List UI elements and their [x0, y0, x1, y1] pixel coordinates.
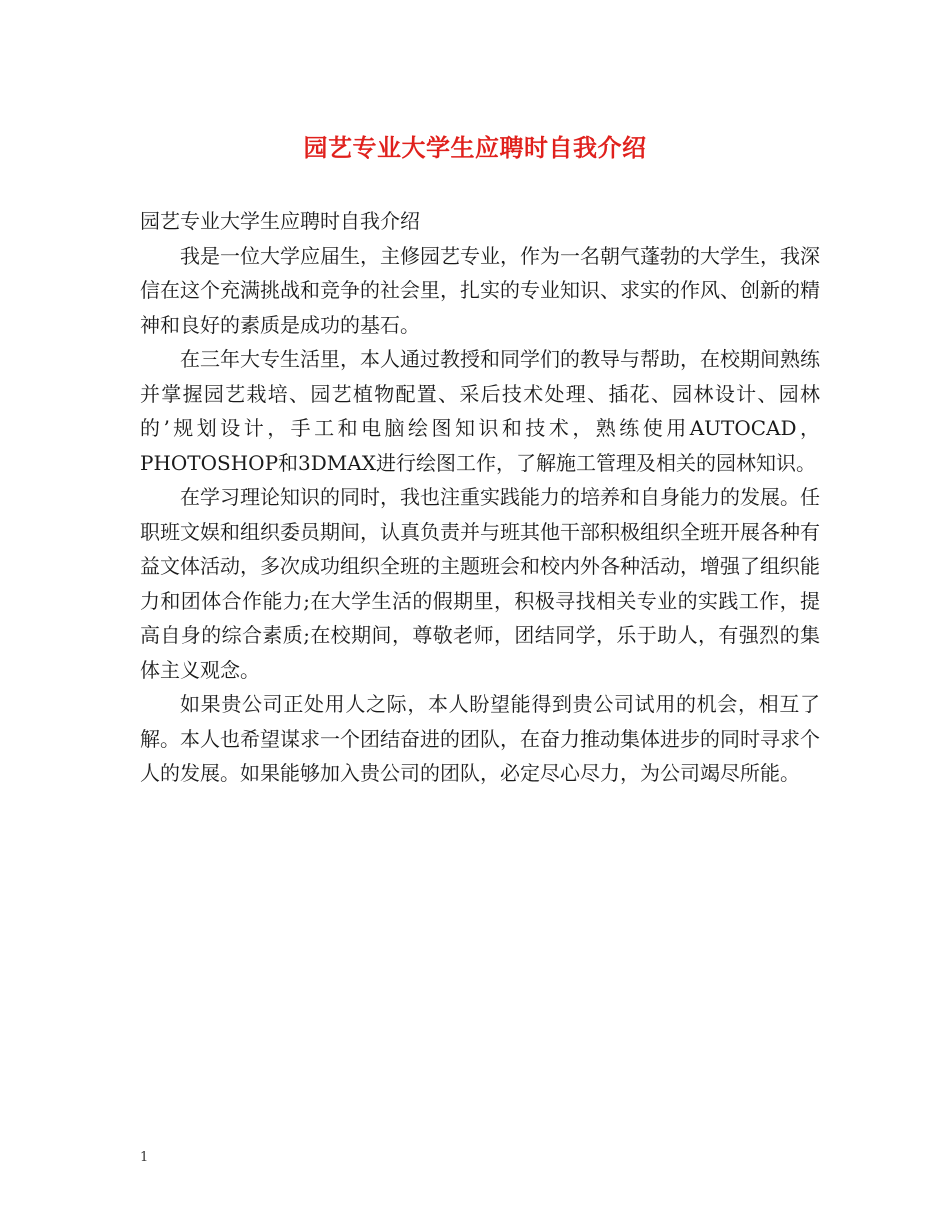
paragraph-education: 在三年大专生活里，本人通过教授和同学们的教导与帮助，在校期间熟练并掌握园艺栽培、园艺植物配置、采后技术处理、插花、园林设计、园林的’规划设计，手工和电脑绘图知识和技术，熟练使用AUTOCAD，PHOTOSHOP和3DMAX进行绘图工作，了解施工管理及相关的园林知识。	[140, 347, 820, 475]
paragraph-intro: 我是一位大学应届生，主修园艺专业，作为一名朝气蓬勃的大学生，我深信在这个充满挑战和竞争的社会里，扎实的专业知识、求实的作风、创新的精神和良好的素质是成功的基石。	[140, 243, 820, 337]
paragraph-practice: 在学习理论知识的同时，我也注重实践能力的培养和自身能力的发展。任职班文娱和组织委员期间，认真负责并与班其他干部积极组织全班开展各种有益文体活动，多次成功组织全班的主题班会和校内外各种活动，增强了组织能力和团体合作能力;在大学生活的假期里，积极寻找相关专业的实践工作，提高自身的综合素质;在校期间，尊敬老师，团结同学，乐于助人，有强烈的集体主义观念。	[140, 485, 820, 682]
paragraph-closing: 如果贵公司正处用人之际，本人盼望能得到贵公司试用的机会，相互了解。本人也希望谋求一个团结奋进的团队，在奋力推动集体进步的同时寻求个人的发展。如果能够加入贵公司的团队，必定尽心尽力，为公司竭尽所能。	[140, 692, 820, 785]
page-number: 1	[140, 1150, 149, 1165]
document-subtitle: 园艺专业大学生应聘时自我介绍	[140, 209, 420, 233]
document-body	[140, 204, 820, 791]
document-title: 园艺专业大学生应聘时自我介绍	[303, 133, 647, 162]
